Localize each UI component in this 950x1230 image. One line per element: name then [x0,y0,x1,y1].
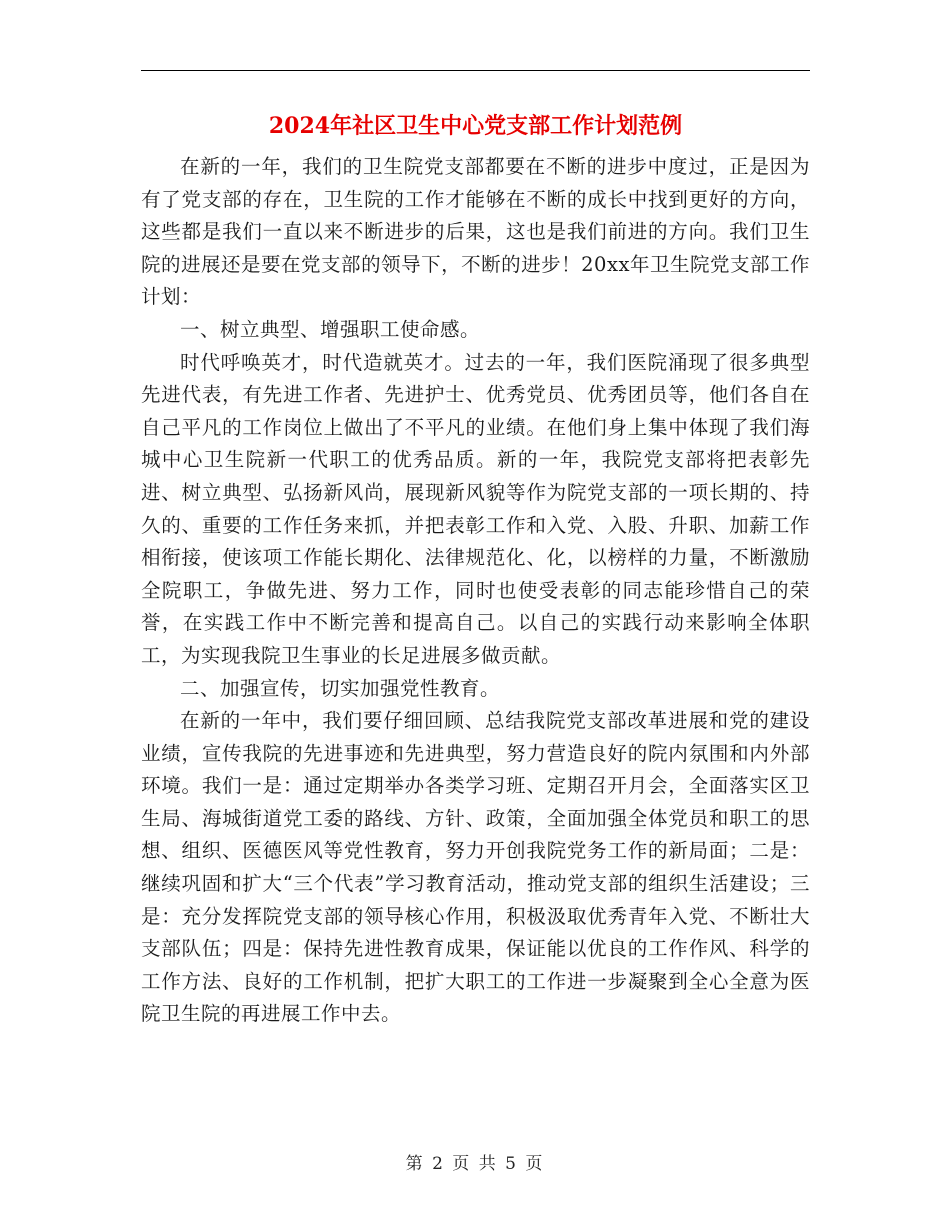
document-body [141,151,810,1031]
paragraph-intro: 在新的一年，我们的卫生院党支部都要在不断的进步中度过，正是因为有了党支部的存在，卫生院的工作才能够在不断的成长中找到更好的方向，这些都是我们一直以来不断进步的后果，这也是我们前进的方向。我们卫生院的进展还是要在党支部的领导下，不断的进步！20xx年卫生院党支部工作计划： [141,155,810,309]
section-heading-1: 一、树立典型、增强职工使命感。 [180,317,481,341]
paragraph-section-2: 在新的一年中，我们要仔细回顾、总结我院党支部改革进展和党的建设业绩，宣传我院的先进事迹和先进典型，努力营造良好的院内氛围和内外部环境。我们一是：通过定期举办各类学习班、定期召开月会，全面落实区卫生局、海城街道党工委的路线、方针、政策，全面加强全体党员和职工的思想、组织、医德医风等党性教育，努力开创我院党务工作的新局面；二是：继续巩固和扩大“三个代表”学习教育活动，推动党支部的组织生活建设；三是：充分发挥院党支部的领导核心作用，积极汲取优秀青年入党、不断壮大支部队伍；四是：保持先进性教育成果，保证能以优良的工作作风、科学的工作方法、良好的工作机制，把扩大职工的工作进一步凝聚到全心全意为医院卫生院的再进展工作中去。 [141,709,810,1026]
header-rule [141,70,810,71]
footer-total-pages: 5 [505,1154,518,1174]
document-title: 2024年社区卫生中心党支部工作计划范例 [268,113,683,139]
section-heading-2: 二、加强宣传，切实加强党性教育。 [180,676,501,700]
page-footer [0,1152,950,1176]
paragraph-section-1: 时代呼唤英才，时代造就英才。过去的一年，我们医院涌现了很多典型先进代表，有先进工作者、先进护士、优秀党员、优秀团员等，他们各自在自己平凡的工作岗位上做出了不平凡的业绩。在他们身上集中体现了我们海城中心卫生院新一代职工的优秀品质。新的一年，我院党支部将把表彰先进、树立典型、弘扬新风尚，展现新风貌等作为院党支部的一项长期的、持久的、重要的工作任务来抓，并把表彰工作和入党、入股、升职、加薪工作相衔接，使该项工作能长期化、法律规范化、化，以榜样的力量，不断激励全院职工，争做先进、努力工作，同时也使受表彰的同志能珍惜自己的荣誉，在实践工作中不断完善和提高自己。以自己的实践行动来影响全体职工，为实现我院卫生事业的长足进展多做贡献。 [141,350,810,667]
footer-page-number: 2 [432,1154,445,1174]
footer-middle: 页 共 [452,1154,498,1174]
footer-suffix: 页 [525,1154,545,1174]
footer-prefix: 第 [405,1154,425,1174]
